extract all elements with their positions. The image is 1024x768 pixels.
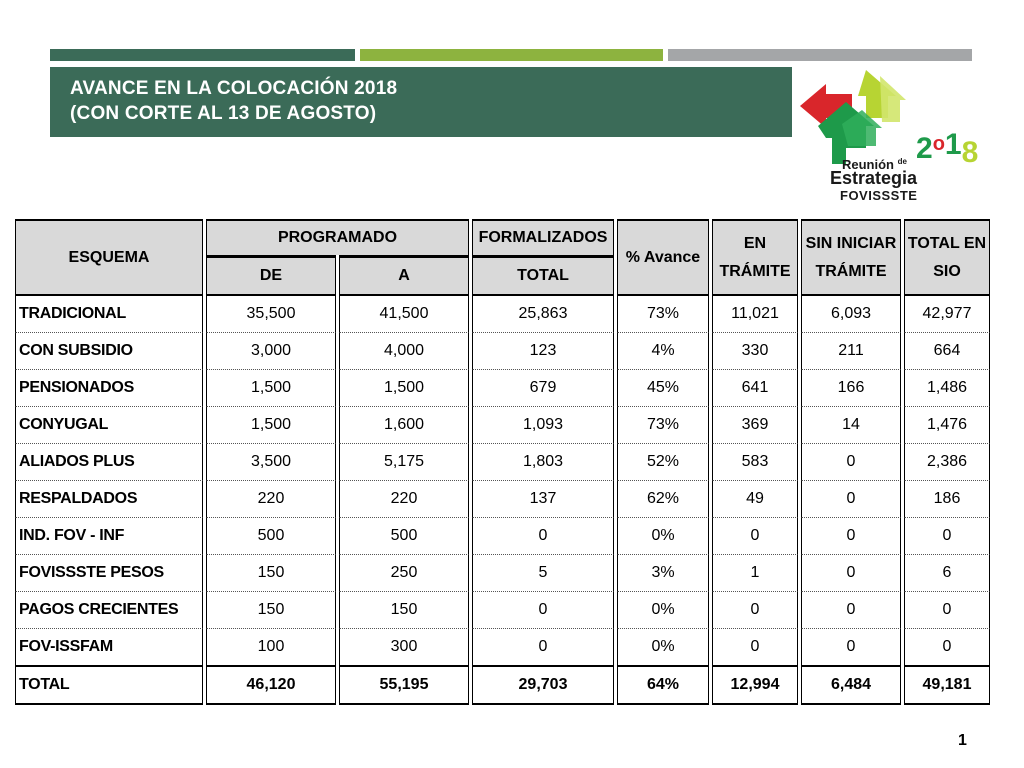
header-en-tramite-line2: TRÁMITE (719, 262, 791, 280)
table-body (15, 296, 990, 705)
cell-sin-iniciar: 0 (801, 592, 901, 629)
cell-de: 500 (206, 518, 336, 555)
cell-total-sio: 0 (904, 592, 990, 629)
cell-total-sio: 0 (904, 518, 990, 555)
table-row (15, 555, 990, 592)
cell-en-tramite: 0 (712, 518, 798, 555)
cell-total: 5 (472, 555, 614, 592)
cell-esquema: IND. FOV - INF (15, 518, 203, 555)
cell-de: 150 (206, 592, 336, 629)
cell-avance: 0% (617, 629, 709, 665)
cell-de: 1,500 (206, 370, 336, 407)
cell-en-tramite: 12,994 (712, 665, 798, 705)
cell-total-sio: 2,386 (904, 444, 990, 481)
cell-total: 679 (472, 370, 614, 407)
cell-esquema: PAGOS CRECIENTES (15, 592, 203, 629)
cell-total-sio: 42,977 (904, 296, 990, 333)
header-sin-iniciar-line1: SIN INICIAR (805, 234, 897, 252)
cell-sin-iniciar: 0 (801, 629, 901, 665)
table-total-row (15, 665, 990, 705)
header-en-tramite-line1: EN (743, 234, 767, 252)
table-row (15, 481, 990, 518)
top-bar-green (50, 49, 355, 61)
cell-a: 41,500 (339, 296, 469, 333)
title-line-2: (CON CORTE AL 13 DE AGOSTO) (70, 103, 377, 124)
cell-total: 0 (472, 629, 614, 665)
header-de: DE (206, 255, 336, 296)
table-row (15, 629, 990, 665)
logo-line-2: Estrategia (830, 168, 918, 188)
cell-esquema: TRADICIONAL (15, 296, 203, 333)
cell-en-tramite: 0 (712, 592, 798, 629)
header-formalizados: FORMALIZADOS (472, 219, 614, 255)
cell-total: 1,803 (472, 444, 614, 481)
cell-en-tramite: 369 (712, 407, 798, 444)
cell-total: 25,863 (472, 296, 614, 333)
cell-esquema: TOTAL (15, 665, 203, 705)
cell-sin-iniciar: 0 (801, 481, 901, 518)
cell-a: 220 (339, 481, 469, 518)
cell-de: 46,120 (206, 665, 336, 705)
header-total: TOTAL (472, 255, 614, 296)
table-row (15, 296, 990, 333)
header-esquema: ESQUEMA (15, 219, 203, 296)
cell-sin-iniciar: 6,093 (801, 296, 901, 333)
cell-esquema: FOV-ISSFAM (15, 629, 203, 665)
cell-total-sio: 664 (904, 333, 990, 370)
cell-avance: 45% (617, 370, 709, 407)
cell-en-tramite: 1 (712, 555, 798, 592)
cell-a: 1,600 (339, 407, 469, 444)
cell-de: 100 (206, 629, 336, 665)
cell-total: 137 (472, 481, 614, 518)
cell-esquema: RESPALDADOS (15, 481, 203, 518)
cell-a: 150 (339, 592, 469, 629)
cell-en-tramite: 330 (712, 333, 798, 370)
cell-total: 0 (472, 592, 614, 629)
table-row (15, 518, 990, 555)
cell-total-sio: 0 (904, 629, 990, 665)
cell-avance: 73% (617, 407, 709, 444)
cell-de: 220 (206, 481, 336, 518)
cell-a: 5,175 (339, 444, 469, 481)
logo-year-8: 8 (961, 136, 979, 169)
header-avance: % Avance (617, 219, 709, 296)
header-total-sio-line2: SIO (933, 262, 961, 280)
logo-line-3: FOVISSSTE (840, 188, 918, 203)
cell-de: 3,000 (206, 333, 336, 370)
cell-de: 150 (206, 555, 336, 592)
table-row (15, 407, 990, 444)
cell-avance: 73% (617, 296, 709, 333)
cell-en-tramite: 11,021 (712, 296, 798, 333)
cell-a: 250 (339, 555, 469, 592)
cell-avance: 4% (617, 333, 709, 370)
cell-sin-iniciar: 14 (801, 407, 901, 444)
cell-en-tramite: 0 (712, 629, 798, 665)
header-programado: PROGRAMADO (206, 219, 469, 255)
cell-a: 500 (339, 518, 469, 555)
cell-total: 29,703 (472, 665, 614, 705)
logo-year-2: 2 (916, 132, 933, 165)
title-line-1: AVANCE EN LA COLOCACIÓN 2018 (70, 78, 398, 99)
cell-avance: 52% (617, 444, 709, 481)
cell-sin-iniciar: 6,484 (801, 665, 901, 705)
header-total-sio (904, 219, 990, 296)
logo-reunion-text: Reunión (842, 157, 894, 172)
cell-avance: 3% (617, 555, 709, 592)
cell-a: 1,500 (339, 370, 469, 407)
cell-a: 55,195 (339, 665, 469, 705)
cell-total: 0 (472, 518, 614, 555)
logo-de-text: de (897, 157, 907, 166)
cell-esquema: CONYUGAL (15, 407, 203, 444)
cell-total: 1,093 (472, 407, 614, 444)
cell-de: 3,500 (206, 444, 336, 481)
cell-total-sio: 49,181 (904, 665, 990, 705)
cell-sin-iniciar: 0 (801, 555, 901, 592)
header-en-tramite (712, 219, 798, 296)
cell-a: 300 (339, 629, 469, 665)
cell-esquema: PENSIONADOS (15, 370, 203, 407)
cell-a: 4,000 (339, 333, 469, 370)
top-bar-gray (668, 49, 972, 61)
cell-sin-iniciar: 0 (801, 444, 901, 481)
logo-year (916, 128, 979, 169)
top-bar-lime (360, 49, 663, 61)
cell-esquema: FOVISSSTE PESOS (15, 555, 203, 592)
cell-sin-iniciar: 211 (801, 333, 901, 370)
reunion-estrategia-logo (796, 66, 979, 206)
cell-total-sio: 186 (904, 481, 990, 518)
cell-sin-iniciar: 0 (801, 518, 901, 555)
cell-avance: 64% (617, 665, 709, 705)
page-number: 1 (958, 732, 967, 749)
header-sin-iniciar (801, 219, 901, 296)
logo-year-0: o (932, 133, 945, 155)
logo-year-1: 1 (944, 128, 962, 161)
cell-esquema: CON SUBSIDIO (15, 333, 203, 370)
cell-de: 35,500 (206, 296, 336, 333)
table-row (15, 444, 990, 481)
cell-en-tramite: 641 (712, 370, 798, 407)
cell-de: 1,500 (206, 407, 336, 444)
table-row (15, 333, 990, 370)
cell-avance: 62% (617, 481, 709, 518)
cell-en-tramite: 49 (712, 481, 798, 518)
cell-avance: 0% (617, 518, 709, 555)
cell-total-sio: 1,476 (904, 407, 990, 444)
cell-sin-iniciar: 166 (801, 370, 901, 407)
colocacion-table (12, 219, 993, 705)
cell-esquema: ALIADOS PLUS (15, 444, 203, 481)
header-total-sio-line1: TOTAL EN (907, 234, 987, 252)
cell-total: 123 (472, 333, 614, 370)
header-sin-iniciar-line2: TRÁMITE (815, 262, 887, 280)
cell-total-sio: 1,486 (904, 370, 990, 407)
table-row (15, 592, 990, 629)
cell-avance: 0% (617, 592, 709, 629)
cell-en-tramite: 583 (712, 444, 798, 481)
cell-total-sio: 6 (904, 555, 990, 592)
title-band (50, 67, 792, 137)
table-row (15, 370, 990, 407)
header-a: A (339, 255, 469, 296)
